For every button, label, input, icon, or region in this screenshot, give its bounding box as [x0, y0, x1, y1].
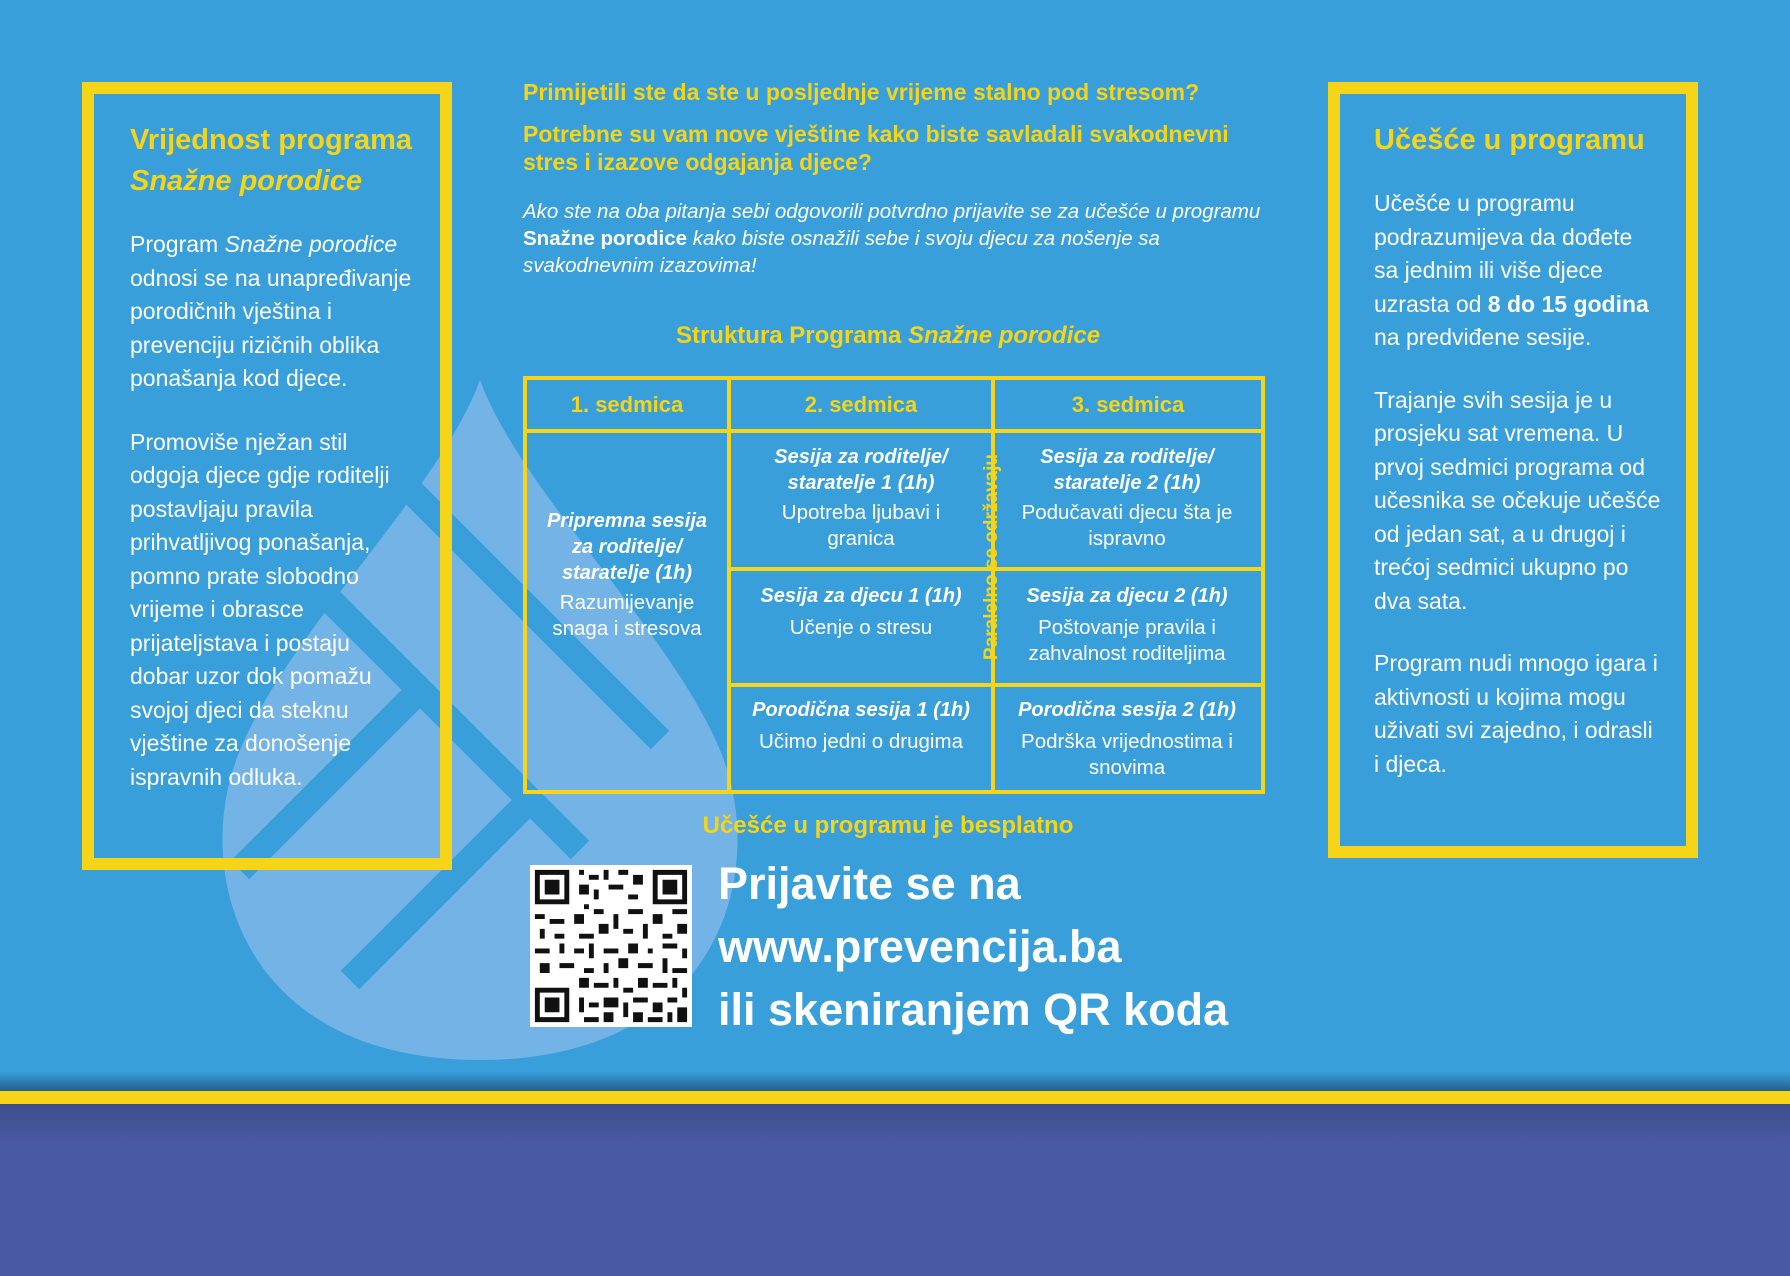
footer-band [0, 1104, 1790, 1276]
free-participation-note: Učešće u programu je besplatno [702, 812, 1074, 839]
participation-panel [1328, 82, 1698, 858]
program-value-panel [82, 82, 452, 870]
question-1: Primijetili ste da ste u posljednje vrijeme stalno pod stresom? [523, 79, 1200, 105]
participation-paragraph-2: Trajanje svih sesija je u prosjeku sat vremena. U prvoj sedmici programa od učesnika se očekuje učešće od jedan sat, a u drugoj i trećoj sedmici ukupno po dva sata. [1374, 386, 1661, 614]
footer-yellow-stripe [0, 1091, 1790, 1104]
intro-section [523, 78, 1283, 279]
kids-session-2-cell: Sesija za djecu 2 (1h) Poštovanje pravila i zahvalnost roditeljima [1026, 585, 1228, 665]
qr-code-icon[interactable] [530, 865, 692, 1027]
prep-session-cell: Pripremna sesija za roditelje/ staratelje (1h) Razumijevanje snaga i stresova [546, 510, 708, 640]
intro-text: Ako ste na oba pitanja sebi odgovorili potvrdno prijavite se za učešće u programu Snažne porodice kako biste osnažili sebe i svoju djecu za nošenje sa svakodnevnim izazovima! [523, 200, 1261, 277]
parents-session-1-cell: Sesija za roditelje/ staratelje 1 (1h) Upotreba ljubavi i granica [774, 446, 948, 550]
table-divider [727, 376, 731, 794]
kids-session-1-cell: Sesija za djecu 1 (1h) Učenje o stresu [760, 585, 962, 639]
week-3-header: 3. sedmica [1071, 392, 1185, 417]
registration-cta: Prijavite se na www.prevencija.ba ili skeniranjem QR koda [718, 858, 1229, 1035]
program-value-title: Vrijednost programa Snažne porodice [130, 124, 413, 197]
participation-paragraph-1: Učešće u programu podrazumijeva da dođete sa jednim ili više djece uzrasta od 8 do 15 godina na predviđene sesije. [1374, 190, 1649, 350]
program-value-paragraph-1: Program Snažne porodice odnosi se na unapređivanje porodičnih vještina i prevenciju rizičnih oblika ponašanja kod djece. [130, 231, 412, 391]
family-session-1-cell: Porodična sesija 1 (1h) Učimo jedni o drugima [752, 699, 970, 753]
family-session-2-cell: Porodična sesija 2 (1h) Podrška vrijednostima i snovima [1018, 699, 1236, 779]
participation-paragraph-3: Program nudi mnogo igara i aktivnosti u kojima mogu uživati svi zajedno, i odrasli i djeca. [1374, 650, 1658, 777]
footer-shadow [0, 1072, 1790, 1091]
table-divider [727, 683, 1265, 687]
participation-title: Učešće u programu [1374, 124, 1645, 156]
week-1-header: 1. sedmica [570, 392, 684, 417]
program-value-paragraph-2: Promoviše nježan stil odgoja djece gdje roditelji postavljaju pravila prihvatljivog ponašanja, pomno prate slobodno vrijeme i obrasce prijateljstava i postaju dobar uzor dok pomažu svojoj djeci da steknu vještine za donošenje ispravnih odluka. [130, 428, 390, 790]
structure-title: Struktura Programa Snažne porodice [675, 322, 1101, 349]
question-2: Potrebne su vam nove vještine kako biste savladali svakodnevni stres i izazove odgajanja djece? [523, 121, 1229, 175]
parallel-label: Paralelno se održavaju [981, 454, 1003, 660]
week-2-header: 2. sedmica [804, 392, 918, 417]
parents-session-2-cell: Sesija za roditelje/ staratelje 2 (1h) Podučavati djecu šta je ispravno [1021, 446, 1233, 550]
table-divider [523, 429, 1265, 433]
website-link[interactable]: www.prevencija.ba [718, 921, 1122, 972]
